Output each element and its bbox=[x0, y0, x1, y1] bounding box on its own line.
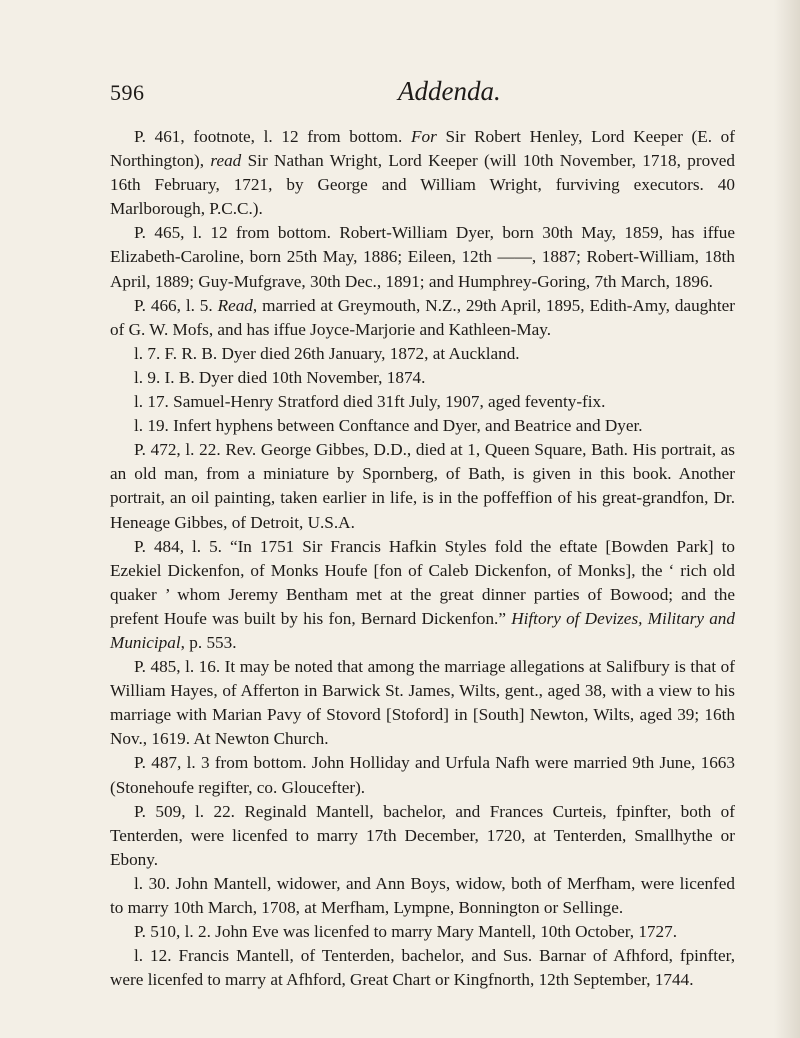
text-segment: , married at Greymouth, N.Z., 29th April, 1895, Edith-Amy, daughter of G. W. Mofs, and has iffue Joyce-Marjorie and Kathleen-May. bbox=[110, 295, 735, 339]
addenda-paragraph bbox=[110, 390, 735, 414]
italic-text: Read bbox=[217, 295, 253, 315]
page-edge-shadow bbox=[774, 0, 800, 1038]
addenda-paragraph bbox=[110, 872, 735, 920]
addenda-paragraph bbox=[110, 751, 735, 799]
text-segment: P. 487, l. 3 from bottom. John Holliday and Urfula Nafh were married 9th June, 1663 (Stonehoufe regifter, co. Gloucefter). bbox=[110, 753, 735, 797]
text-segment: P. 466, l. 5. bbox=[134, 295, 218, 315]
addenda-paragraph bbox=[110, 125, 735, 221]
text-segment: l. 7. F. R. B. Dyer died 26th January, 1872, at Auckland. bbox=[134, 343, 520, 363]
text-segment: Sir Robert Henley, Lord Keeper (E. of Northington), bbox=[110, 127, 735, 171]
text-segment: l. 12. Francis Mantell, of Tenterden, bachelor, and Sus. Barnar of Afhford, fpinfter, were licenfed to marry at Afhford, Great Chart or Kingfnorth, 12th September, 1744. bbox=[110, 946, 735, 990]
text-segment: P. 461, footnote, l. 12 from bottom. bbox=[134, 127, 411, 146]
addenda-paragraph bbox=[110, 944, 735, 992]
addenda-paragraph bbox=[110, 800, 735, 872]
running-title: Addenda. bbox=[398, 76, 501, 106]
text-segment: P. 509, l. 22. Reginald Mantell, bachelor, and Frances Curteis, fpinfter, both of Tenterden, were licenfed to marry 17th December, 1720, at Tenterden, Smallhythe or Ebony. bbox=[110, 801, 735, 869]
addenda-paragraph bbox=[110, 294, 735, 342]
text-segment: l. 9. I. B. Dyer died 10th November, 1874. bbox=[134, 367, 426, 387]
addenda-paragraph bbox=[110, 438, 735, 534]
addenda-paragraph bbox=[110, 366, 735, 390]
addenda-paragraph bbox=[110, 342, 735, 366]
page-header bbox=[110, 78, 730, 118]
text-segment: l. 17. Samuel-Henry Stratford died 31ft July, 1907, aged feventy-fix. bbox=[134, 392, 606, 412]
text-segment: l. 30. John Mantell, widower, and Ann Boys, widow, both of Merfham, were licenfed to marry 10th March, 1708, at Merfham, Lympne, Bonnington or Sellinge. bbox=[110, 873, 735, 917]
page-number: 596 bbox=[110, 80, 145, 105]
text-segment: , p. 553. bbox=[180, 632, 237, 652]
text-segment: l. 19. Infert hyphens between Conftance and Dyer, and Beatrice and Dyer. bbox=[134, 416, 643, 436]
italic-text: read bbox=[210, 151, 242, 171]
text-segment: P. 510, l. 2. John Eve was licenfed to marry Mary Mantell, 10th October, 1727. bbox=[134, 922, 677, 942]
text-segment: P. 484, l. 5. “In 1751 Sir Francis Hafkin Styles fold the eftate [Bowden Park] to Ezekiel Dickenfon, of Monks Houfe [fon of Caleb Dickenfon, of Monks], the ‘ rich old quaker ’ whom Jeremy Bentham met at the great dinner parties of Bowood; and the prefent Houfe was built by his fon, Bernard Dickenfon.” bbox=[110, 536, 735, 628]
text-segment: P. 465, l. 12 from bottom. Robert-William Dyer, born 30th May, 1859, has iffue Elizabeth-Caroline, born 25th May, 1886; Eileen, 12th ——, 1887; Robert-William, 18th April, 1889; Guy-Mufgrave, 30th Dec., 1891; and Humphrey-Goring, 7th March, 1896. bbox=[110, 223, 735, 291]
italic-text: Hiftory of Devizes, Military and Municipal bbox=[110, 608, 735, 652]
addenda-body bbox=[110, 125, 735, 992]
addenda-paragraph bbox=[110, 655, 735, 751]
text-segment: Sir Nathan Wright, Lord Keeper (will 10th November, 1718, proved 16th February, 1721, by George and William Wright, furviving executors. 40 Marlborough, P.C.C.). bbox=[110, 151, 736, 219]
addenda-paragraph bbox=[110, 920, 735, 944]
addenda-paragraph bbox=[110, 535, 735, 655]
addenda-paragraph bbox=[110, 221, 735, 293]
italic-text: For bbox=[410, 127, 437, 146]
text-segment: P. 485, l. 16. It may be noted that among the marriage allegations at Salifbury is that of William Hayes, of Afferton in Barwick St. James, Wilts, gent., aged 38, with a view to his marriage with Marian Pavy of Stovord [Stoford] in [South] Newton, Wilts, aged 39; 16th Nov., 1619. At Newton Church. bbox=[110, 657, 735, 749]
addenda-paragraph bbox=[110, 414, 735, 438]
text-segment: P. 472, l. 22. Rev. George Gibbes, D.D., died at 1, Queen Square, Bath. His portrait, as an old man, from a miniature by Spornberg, of Bath, is given in this book. Another portrait, an oil painting, taken earlier in life, is in the poffeffion of his great-grandfon, Dr. Heneage Gibbes, of Detroit, U.S.A. bbox=[110, 440, 735, 532]
